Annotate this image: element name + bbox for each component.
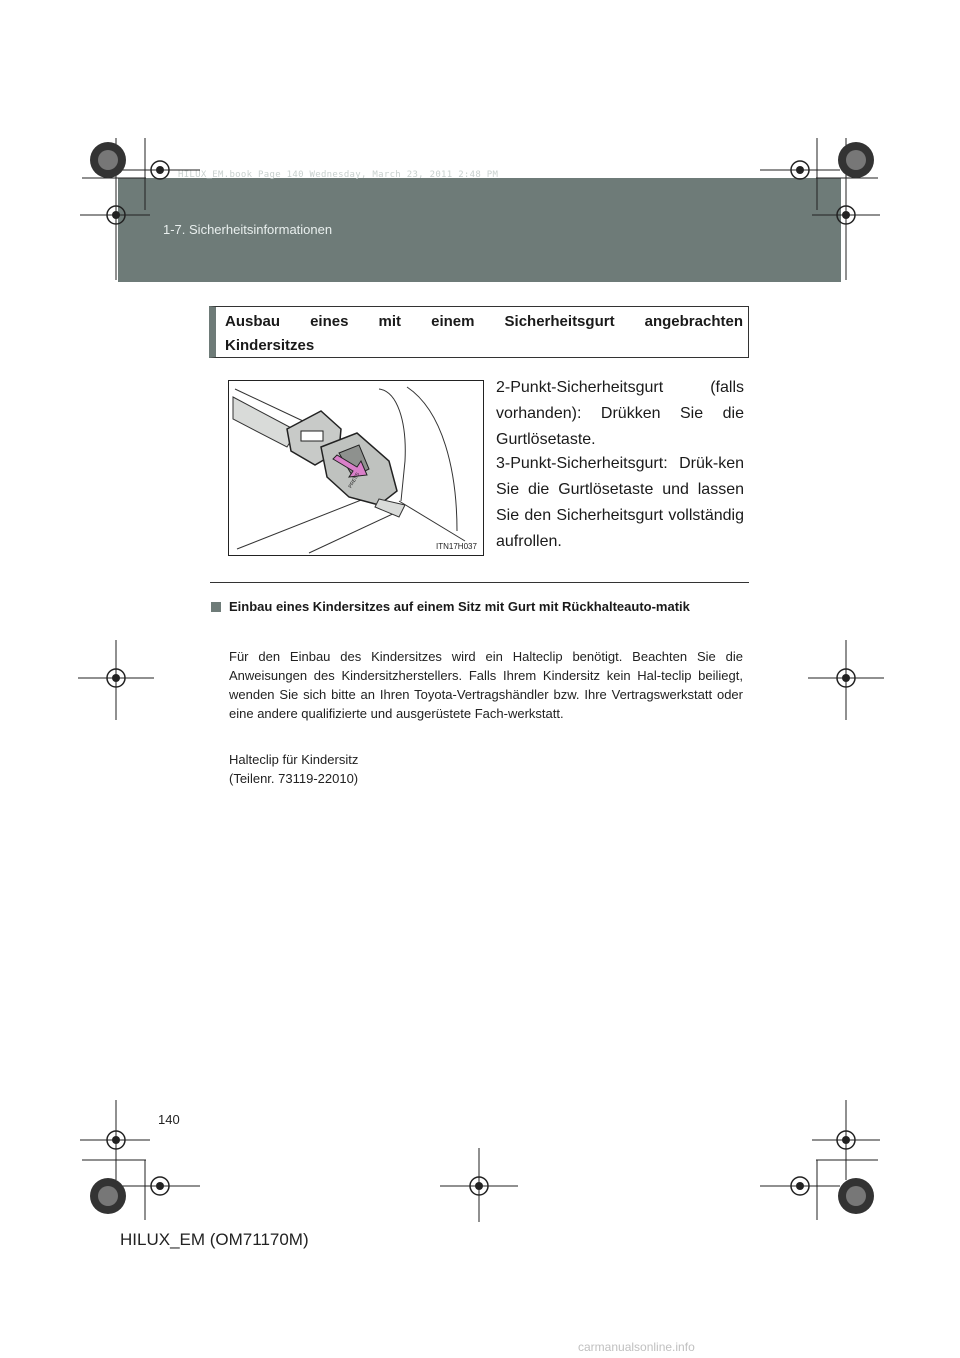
paragraph-2-point-belt: 2-Punkt-Sicherheitsgurt (falls vorhanden): Drükken Sie die Gurtlösetaste. <box>496 379 744 448</box>
clip-info <box>229 750 529 788</box>
subsection-body: Für den Einbau des Kindersitzes wird ein Halteclip benötigt. Beachten Sie die Anweisungen des Kindersitzherstellers. Falls Ihrem Kindersitz kein Hal-teclip beiliegt, wenden Sie sich bitte an Ihren Toyota-Vertragshändler bzw. Ihre Vertragswerkstatt oder eine andere qualifizierte und ausgerüstete Fach-werkstatt. <box>229 649 743 721</box>
subsection-heading: Einbau eines Kindersitzes auf einem Sitz mit Gurt mit Rückhalteauto-matik <box>229 599 690 614</box>
figure-code: ITN17H037 <box>436 542 477 551</box>
seatbelt-figure <box>228 380 484 556</box>
manual-code: HILUX_EM (OM71170M) <box>120 1230 309 1249</box>
title-line-2: Kindersitzes <box>225 337 315 354</box>
page-title <box>225 310 743 358</box>
print-info: HILUX_EM.book Page 140 Wednesday, March 23, 2011 2:48 PM <box>178 170 499 180</box>
seatbelt-buckle-illustration <box>229 381 484 556</box>
section-label: 1-7. Sicherheitsinformationen <box>163 222 333 237</box>
page-number: 140 <box>158 1112 180 1127</box>
section-divider <box>210 582 749 583</box>
clip-info-line-1: Halteclip für Kindersitz <box>229 752 359 767</box>
square-bullet-icon <box>211 602 221 612</box>
watermark: carmanualsonline.info <box>578 1340 695 1354</box>
title-line-1: Ausbau eines mit einem Sicherheitsgurt angebrachten <box>225 313 743 330</box>
buckle-press-label: PRESS <box>347 471 362 490</box>
clip-info-line-2: (Teilenr. 73119-22010) <box>229 771 359 786</box>
paragraph-3-point-belt: 3-Punkt-Sicherheitsgurt: Drük-ken Sie die Gurtlösetaste und lassen Sie den Sicherheitsgurt vollständig aufrollen. <box>496 455 744 550</box>
